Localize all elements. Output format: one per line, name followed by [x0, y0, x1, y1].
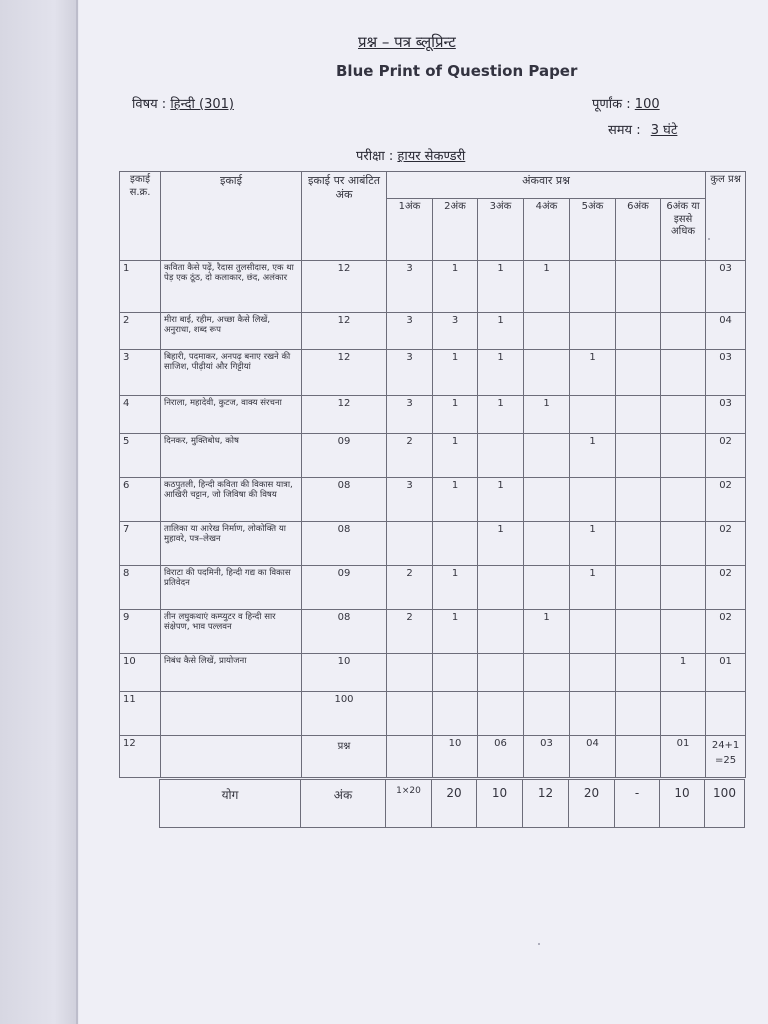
row-unit-name: दिनकर, मुक्तिबोध, कोष	[161, 434, 302, 478]
row-m4	[524, 522, 570, 566]
row-m5: 1	[570, 522, 616, 566]
row-allotted-marks: 08	[302, 478, 387, 522]
paper-speck	[708, 238, 710, 240]
row-allotted-marks: 12	[302, 313, 387, 350]
header-allotted-marks: इकाई पर आबंटित अंक	[302, 172, 387, 261]
row-m2: 1	[433, 396, 478, 434]
row-m2: 1	[433, 610, 478, 654]
time-label: समय :	[608, 123, 641, 138]
subject-field	[132, 94, 234, 112]
exam-label: परीक्षा :	[356, 149, 394, 164]
row-m1: 2	[387, 434, 433, 478]
header-markwise-questions: अंकवार प्रश्न	[387, 172, 706, 199]
table-row	[120, 522, 746, 566]
row-m4: 1	[524, 610, 570, 654]
row-m5: 1	[570, 566, 616, 610]
row-sno: 7	[120, 522, 161, 566]
row-m6	[616, 736, 661, 778]
title-hindi: प्रश्न – पत्र ब्लूप्रिन्ट	[358, 33, 456, 51]
row-allotted-marks: 100	[302, 692, 387, 736]
total-marks-unit: अंक	[301, 780, 386, 828]
total-row	[160, 780, 745, 828]
row-unit-name: तालिका या आरेख निर्माण, लोकोक्ति या मुहावरे, पत्र–लेखन	[161, 522, 302, 566]
row-m4	[524, 692, 570, 736]
row-m5	[570, 654, 616, 692]
row-m3: 1	[478, 478, 524, 522]
table-row	[120, 434, 746, 478]
row-m1	[387, 736, 433, 778]
row-m1: 3	[387, 478, 433, 522]
row-m1: 3	[387, 313, 433, 350]
row-m5	[570, 396, 616, 434]
row-allotted-marks: 08	[302, 522, 387, 566]
time-field	[608, 120, 677, 138]
total-marks-field	[592, 94, 660, 112]
row-m6	[616, 692, 661, 736]
row-m6	[616, 350, 661, 396]
row-allotted-marks: 10	[302, 654, 387, 692]
row-m4	[524, 654, 570, 692]
row-m4: 1	[524, 261, 570, 313]
total-2-mark: 20	[432, 780, 477, 828]
row-m1: 2	[387, 610, 433, 654]
row-m4: 03	[524, 736, 570, 778]
row-unit-name: तीन लघुकथाएं कम्प्युटर व हिन्दी सार संक्षेपण, भाव पल्लवन	[161, 610, 302, 654]
total-marks-value: 100	[634, 97, 660, 112]
row-unit-name: कविता कैसे पढ़ें, रैदास तुलसीदास, एक था पेड़ एक ठूंठ, दो कलाकार, छंद, अलंकार	[161, 261, 302, 313]
row-m6p	[661, 522, 706, 566]
row-total: 04	[706, 313, 746, 350]
row-total: 02	[706, 478, 746, 522]
row-allotted-marks: 09	[302, 566, 387, 610]
row-m1: 3	[387, 261, 433, 313]
row-allotted-marks: प्रश्न	[302, 736, 387, 778]
header-3-mark: 3अंक	[478, 199, 524, 261]
header-total-questions: कुल प्रश्न	[706, 172, 746, 261]
row-allotted-marks: 12	[302, 261, 387, 313]
row-m4	[524, 350, 570, 396]
table-row	[120, 261, 746, 313]
row-sno: 12	[120, 736, 161, 778]
row-m6	[616, 396, 661, 434]
exam-value: हायर सेकण्डरी	[397, 149, 466, 164]
row-m6p: 1	[661, 654, 706, 692]
header-2-mark: 2अंक	[433, 199, 478, 261]
row-m5: 04	[570, 736, 616, 778]
row-m6p	[661, 610, 706, 654]
row-m3: 1	[478, 261, 524, 313]
row-m6	[616, 313, 661, 350]
row-m4: 1	[524, 396, 570, 434]
binding-margin	[0, 0, 78, 1024]
row-m3	[478, 692, 524, 736]
row-m6p	[661, 478, 706, 522]
subject-label: विषय :	[132, 97, 167, 112]
row-m4	[524, 478, 570, 522]
table-row	[120, 350, 746, 396]
header-4-mark: 4अंक	[524, 199, 570, 261]
row-m5	[570, 261, 616, 313]
row-sno: 2	[120, 313, 161, 350]
title-english: Blue Print of Question Paper	[336, 62, 578, 80]
binding-edge	[76, 0, 78, 1024]
row-m3: 1	[478, 313, 524, 350]
row-total: 02	[706, 566, 746, 610]
header-1-mark: 1अंक	[387, 199, 433, 261]
row-m4	[524, 566, 570, 610]
header-row-1	[120, 172, 746, 199]
row-m3: 1	[478, 350, 524, 396]
header-unit: इकाई	[161, 172, 302, 261]
row-sno: 10	[120, 654, 161, 692]
table-row	[120, 692, 746, 736]
row-unit-name: निराला, महादेवी, कुटज, वाक्य संरचना	[161, 396, 302, 434]
row-unit-name	[161, 692, 302, 736]
row-m6	[616, 654, 661, 692]
table-row	[120, 610, 746, 654]
row-sno: 6	[120, 478, 161, 522]
total-6-plus-mark: 10	[660, 780, 705, 828]
total-marks-label: पूर्णांक :	[592, 97, 631, 112]
row-m1: 3	[387, 350, 433, 396]
row-sno: 4	[120, 396, 161, 434]
row-total: 02	[706, 522, 746, 566]
row-m5	[570, 692, 616, 736]
row-unit-name: कठपुतली, हिन्दी कविता की विकास यात्रा, आखिरी चट्टान, जो जिविषा की विषय	[161, 478, 302, 522]
row-m2: 1	[433, 350, 478, 396]
row-m3	[478, 434, 524, 478]
row-m6p	[661, 692, 706, 736]
table-row	[120, 313, 746, 350]
total-4-mark: 12	[523, 780, 569, 828]
row-m2: 1	[433, 434, 478, 478]
row-sno: 8	[120, 566, 161, 610]
row-m5	[570, 313, 616, 350]
row-m2	[433, 654, 478, 692]
header-sno: इकाई स.क्र.	[120, 172, 161, 261]
blueprint-table	[119, 171, 746, 778]
row-m3: 1	[478, 396, 524, 434]
table-row	[120, 736, 746, 778]
grand-total: 100	[705, 780, 745, 828]
row-allotted-marks: 12	[302, 350, 387, 396]
exam-field	[356, 146, 465, 164]
row-m5	[570, 610, 616, 654]
row-allotted-marks: 08	[302, 610, 387, 654]
row-sno: 11	[120, 692, 161, 736]
row-m1	[387, 654, 433, 692]
row-m2	[433, 692, 478, 736]
total-3-mark: 10	[477, 780, 523, 828]
header-6-plus-mark: 6अंक या इससे अधिक	[661, 199, 706, 261]
row-sno: 9	[120, 610, 161, 654]
row-m2: 1	[433, 566, 478, 610]
total-label: योग	[160, 780, 301, 828]
table-row	[120, 654, 746, 692]
row-total: 03	[706, 396, 746, 434]
row-m2: 10	[433, 736, 478, 778]
row-m6p	[661, 566, 706, 610]
row-m5	[570, 478, 616, 522]
row-m1	[387, 692, 433, 736]
row-total: 01	[706, 654, 746, 692]
row-m3	[478, 566, 524, 610]
row-allotted-marks: 09	[302, 434, 387, 478]
row-m6p	[661, 434, 706, 478]
row-m1: 2	[387, 566, 433, 610]
row-m6p: 01	[661, 736, 706, 778]
row-m3	[478, 610, 524, 654]
row-m5: 1	[570, 350, 616, 396]
row-m3	[478, 654, 524, 692]
row-sno: 1	[120, 261, 161, 313]
row-m6p	[661, 261, 706, 313]
row-m6p	[661, 396, 706, 434]
paper-speck	[538, 943, 540, 945]
time-value: 3 घंटे	[650, 123, 678, 138]
row-total	[706, 692, 746, 736]
row-m3: 1	[478, 522, 524, 566]
row-allotted-marks: 12	[302, 396, 387, 434]
header-5-mark: 5अंक	[570, 199, 616, 261]
row-m1	[387, 522, 433, 566]
row-total: 02	[706, 434, 746, 478]
row-m2: 1	[433, 261, 478, 313]
header-6-mark: 6अंक	[616, 199, 661, 261]
row-m6	[616, 261, 661, 313]
row-m2	[433, 522, 478, 566]
row-sno: 3	[120, 350, 161, 396]
table-row	[120, 478, 746, 522]
row-total: 02	[706, 610, 746, 654]
row-m6	[616, 478, 661, 522]
table-row	[120, 396, 746, 434]
row-m6p	[661, 313, 706, 350]
row-m2: 1	[433, 478, 478, 522]
total-row-table	[159, 779, 745, 828]
row-total: 03	[706, 350, 746, 396]
row-total: 03	[706, 261, 746, 313]
row-unit-name: मीरा बाई, रहीम, अच्छा कैसे लिखें, अनुराधा, शब्द रूप	[161, 313, 302, 350]
row-m2: 3	[433, 313, 478, 350]
row-unit-name: निबंध कैसे लिखें, प्रायोजना	[161, 654, 302, 692]
row-m6	[616, 522, 661, 566]
row-m5: 1	[570, 434, 616, 478]
row-total: 24+1 =25	[706, 736, 746, 778]
row-m4	[524, 313, 570, 350]
subject-value: हिन्दी (301)	[170, 97, 234, 112]
row-m6	[616, 434, 661, 478]
row-m6p	[661, 350, 706, 396]
total-1-mark: 1×20	[386, 780, 432, 828]
row-m1: 3	[387, 396, 433, 434]
row-m6	[616, 610, 661, 654]
row-m4	[524, 434, 570, 478]
row-unit-name: विराटा की पदमिनी, हिन्दी गद्य का विकास प्रतिवेदन	[161, 566, 302, 610]
total-5-mark: 20	[569, 780, 615, 828]
row-m3: 06	[478, 736, 524, 778]
table-row	[120, 566, 746, 610]
row-unit-name	[161, 736, 302, 778]
row-m6	[616, 566, 661, 610]
row-unit-name: बिहारी, पदमाकर, अनपढ़ बनाए रखने की साजिश, पीढ़ीयां और गिट्टीयां	[161, 350, 302, 396]
total-6-mark: -	[615, 780, 660, 828]
row-sno: 5	[120, 434, 161, 478]
